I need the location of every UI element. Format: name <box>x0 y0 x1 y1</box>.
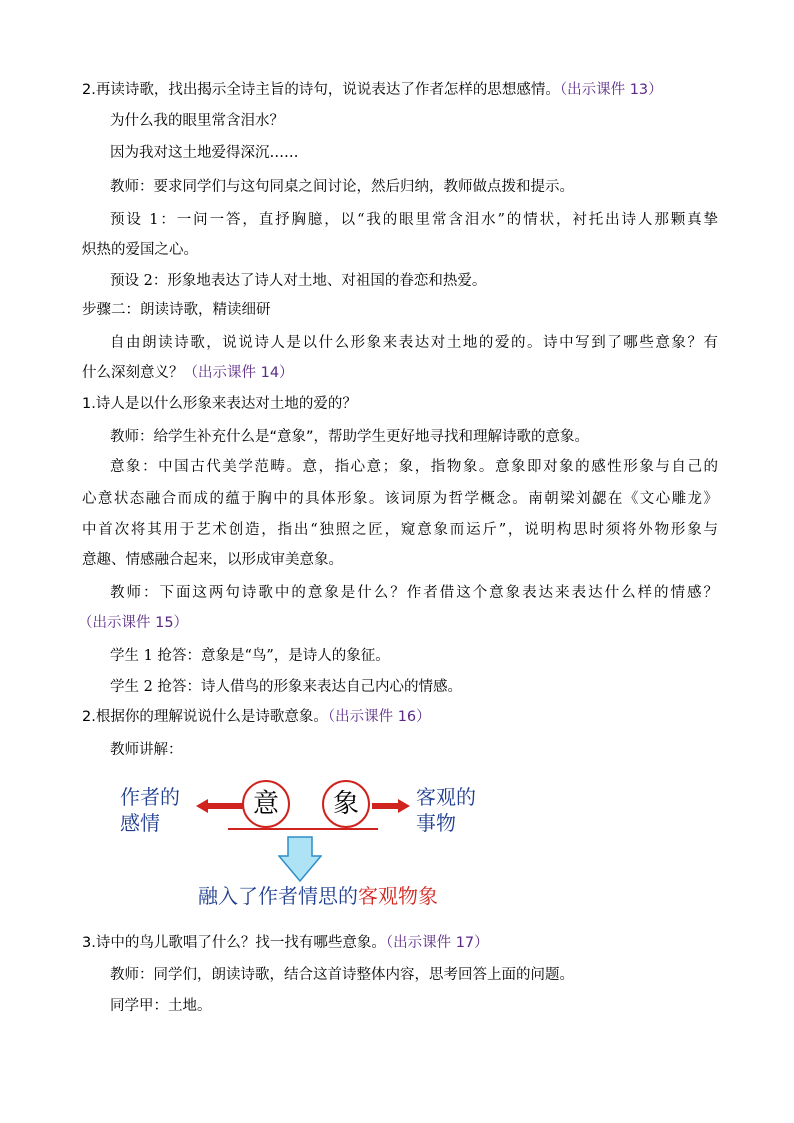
teacher-instruction: 教师：同学们，朗读诗歌，结合这首诗整体内容，思考回答上面的问题。 <box>110 967 574 983</box>
preset-1-line-2: 炽热的爱国之心。 <box>82 242 198 258</box>
diagram-caption <box>198 882 438 910</box>
question-2-line <box>82 80 663 100</box>
question-2b-text: 2.根据你的理解说说什么是诗歌意象。 <box>82 709 328 725</box>
diagram-objective-top: 客观的 <box>416 785 476 809</box>
step-2-prompt-text: 什么深刻意义？ <box>82 365 184 381</box>
teacher-explains: 教师讲解： <box>110 742 183 758</box>
preset-2: 预设 2：形象地表达了诗人对土地、对祖国的眷恋和热爱。 <box>110 273 487 289</box>
poem-line-1: 为什么我的眼里常含泪水？ <box>110 113 284 129</box>
poem-line-2: 因为我对这土地爱得深沉…… <box>110 145 299 161</box>
step-2-prompt-line-1: 自由朗读诗歌，说说诗人是以什么形象来表达对土地的爱的。诗中写到了哪些意象？有 <box>110 335 718 351</box>
left-arrow-icon <box>196 798 246 814</box>
teacher-question: 教师：下面这两句诗歌中的意象是什么？作者借这个意象表达来表达什么样的情感？ <box>110 585 718 601</box>
step-2-heading: 步骤二：朗读诗歌，精读细研 <box>82 302 271 318</box>
diagram-underline <box>228 828 378 830</box>
down-arrow-icon <box>278 836 322 882</box>
diagram-objective-bottom: 事物 <box>416 811 456 835</box>
imagery-definition-line-4: 意趣、情感融合起来，以形成审美意象。 <box>82 552 343 568</box>
diagram-caption-highlight: 客观物象 <box>358 884 438 908</box>
preset-1-line-1: 预设 1：一问一答，直抒胸臆，以“我的眼里常含泪水”的情状，衬托出诗人那颗真挚 <box>110 212 718 228</box>
slide-note-17: （出示课件 17） <box>385 935 489 951</box>
imagery-definition-line-3: 中首次将其用于艺术创造，指出“独照之匠，窥意象而运斤”，说明构思时须将外物形象与 <box>82 522 718 538</box>
student-a-answer: 同学甲：土地。 <box>110 998 212 1014</box>
question-3-line <box>82 933 489 953</box>
slide-note-13: （出示课件 13） <box>559 82 663 98</box>
diagram-author-feeling-top: 作者的 <box>120 785 180 809</box>
imagery-definition-line-2: 心意状态融合而成的蕴于胸中的具体形象。该词原为哲学概念。南朝梁刘勰在《文心雕龙》 <box>82 491 718 507</box>
yi-circle: 意 <box>242 780 290 828</box>
question-3-text: 3.诗中的鸟儿歌唱了什么？找一找有哪些意象。 <box>82 935 386 951</box>
question-1: 1.诗人是以什么形象来表达对土地的爱的？ <box>82 396 357 412</box>
question-2b-line <box>82 707 431 727</box>
student-2-answer: 学生 2 抢答：诗人借鸟的形象来表达自己内心的情感。 <box>110 679 462 695</box>
xiang-circle: 象 <box>322 780 370 828</box>
slide-note-14: （出示课件 14） <box>183 365 294 381</box>
diagram-author-feeling-bottom: 感情 <box>120 811 160 835</box>
slide-note-15: （出示课件 15） <box>78 615 189 631</box>
step-2-prompt-line-2 <box>82 363 294 383</box>
right-arrow-icon <box>370 798 410 814</box>
imagery-definition-line-1: 意象：中国古代美学范畴。意，指心意；象，指物象。意象即对象的感性形象与自己的 <box>110 459 718 475</box>
diagram-caption-prefix: 融入了作者情思的 <box>198 884 358 908</box>
slide-note-16: （出示课件 16） <box>327 709 431 725</box>
teacher-discussion: 教师：要求同学们与这句同桌之间讨论，然后归纳，教师做点拨和提示。 <box>110 179 574 195</box>
question-2-text: 2.再读诗歌，找出揭示全诗主旨的诗句，说说表达了作者怎样的思想感情。 <box>82 82 560 98</box>
student-1-answer: 学生 1 抢答：意象是“鸟”，是诗人的象征。 <box>110 648 390 664</box>
teacher-imagery-intro: 教师：给学生补充什么是“意象”，帮助学生更好地寻找和理解诗歌的意象。 <box>110 429 590 445</box>
